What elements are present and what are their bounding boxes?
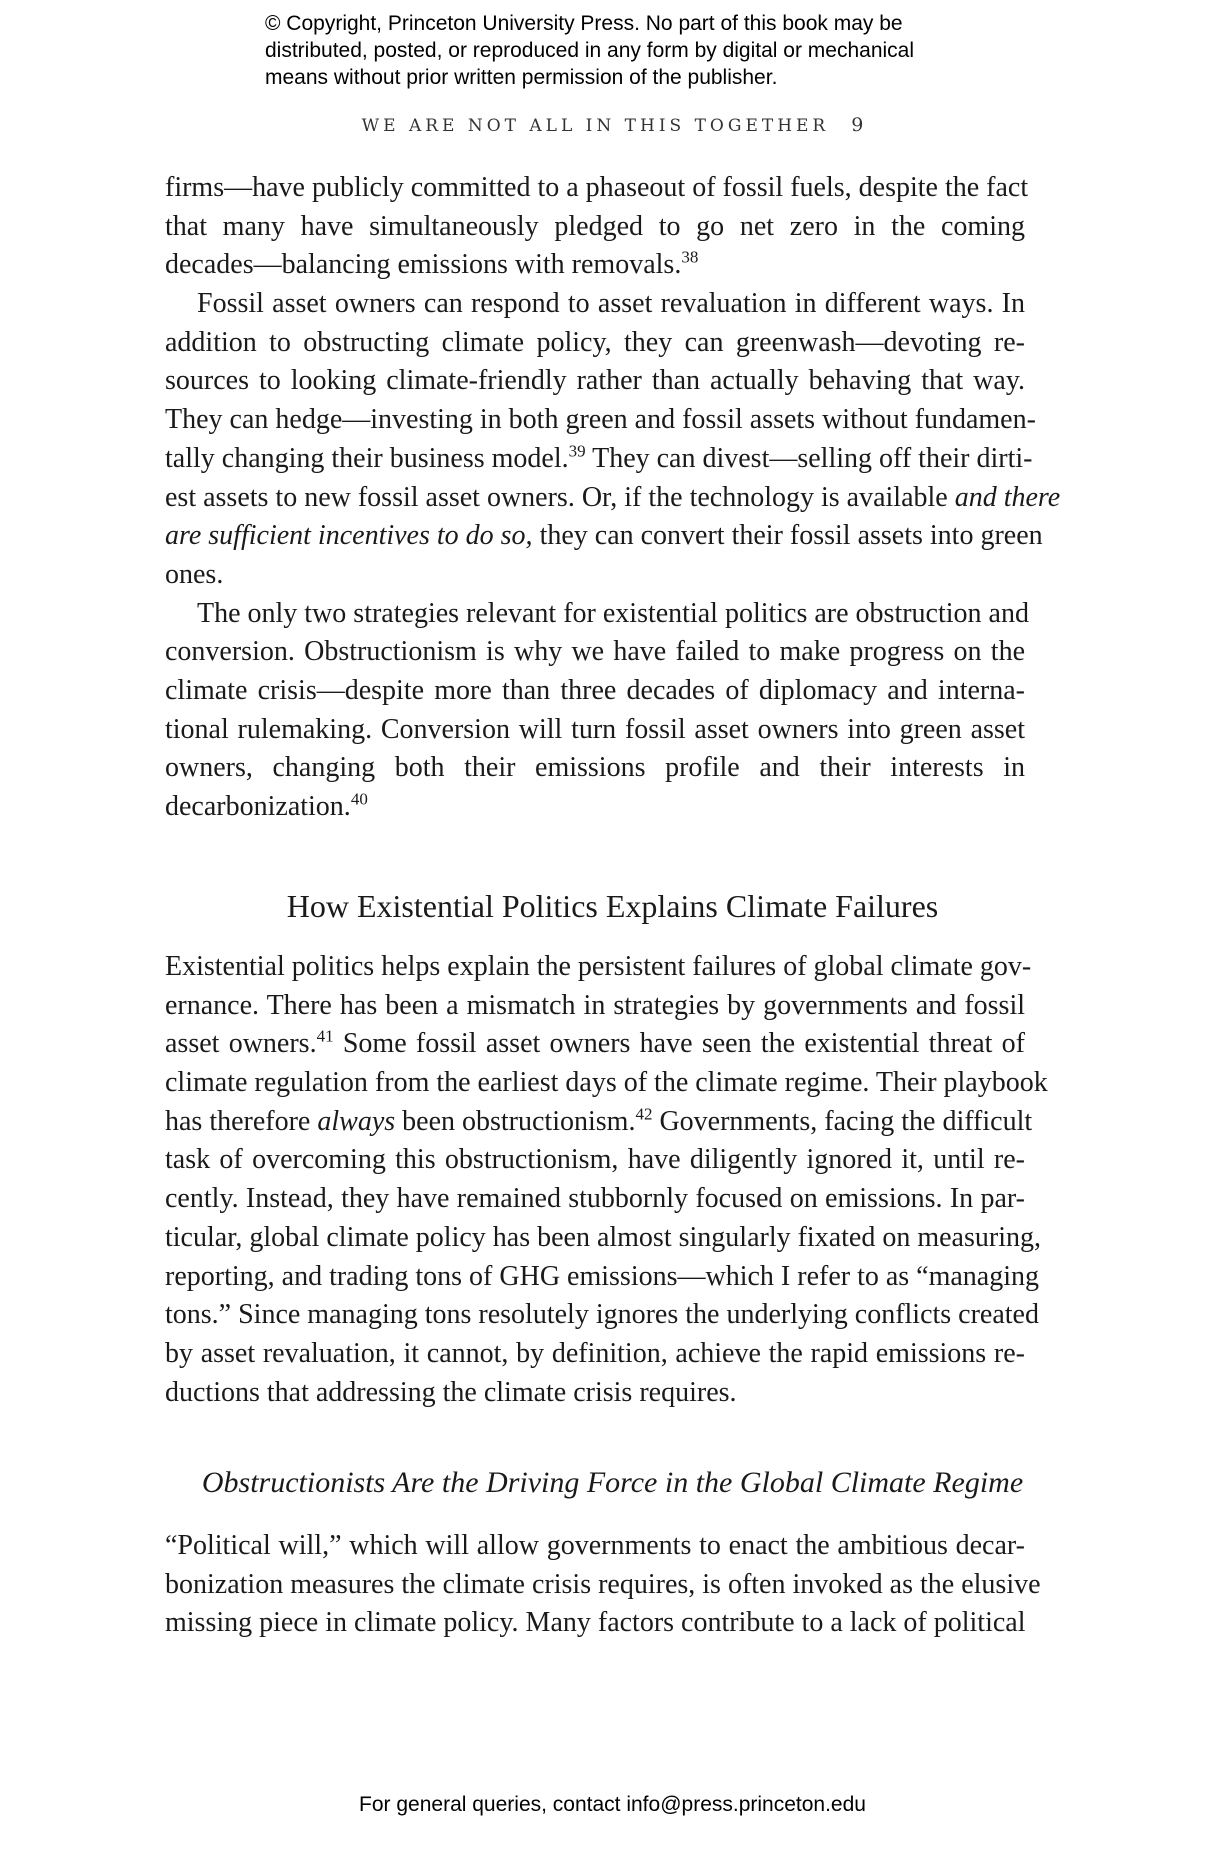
text-line: tons.” Since managing tons resolutely ignores the underlying conflicts created (165, 1299, 1039, 1331)
body-text-middle (165, 948, 1048, 1412)
text-line: tally changing their business model.$^{39}$ They can divest—selling off their dirti- (165, 441, 1033, 474)
text-line: ticular, global climate policy has been almost singularly fixated on measuring, (165, 1221, 1041, 1253)
footnote-ref[interactable]: 38 (681, 248, 699, 268)
text-line: reporting, and trading tons of GHG emissions—which I refer to as “managing (165, 1260, 1040, 1292)
copyright-notice (265, 10, 1025, 91)
running-head (0, 114, 1225, 136)
text-line: sources to looking climate-friendly rather than actually behaving that way. (165, 365, 1025, 397)
text-line: addition to obstructing climate policy, they can greenwash—devoting re- (165, 326, 1025, 358)
text-line: They can hedge—investing in both green and fossil assets without fundamen- (165, 404, 1036, 436)
body-text-bottom (165, 1527, 1041, 1643)
text-line: by asset revaluation, it cannot, by definition, achieve the rapid emissions re- (165, 1337, 1025, 1369)
text-line: The only two strategies relevant for existential politics are obstruction and (197, 597, 1029, 629)
text-line: cently. Instead, they have remained stubbornly focused on emissions. In par- (165, 1183, 1025, 1215)
footnote-ref[interactable]: 40 (350, 789, 368, 809)
text-line: Fossil asset owners can respond to asset revaluation in different ways. In (197, 288, 1025, 320)
footnote-ref[interactable]: 42 (635, 1104, 653, 1124)
text-line: decarbonization.$^{40}$ (165, 789, 368, 822)
text-line: missing piece in climate policy. Many factors contribute to a lack of political (165, 1607, 1026, 1639)
text-line: has therefore always been obstructionism.$^{42}$ Governments, facing the difficult (165, 1104, 1033, 1137)
running-head-title: WE ARE NOT ALL IN THIS TOGETHER (361, 116, 830, 136)
footnote-ref[interactable]: 39 (568, 441, 586, 461)
text-line: asset owners.$^{41}$ Some fossil asset owners have seen the existential threat of (165, 1027, 1025, 1060)
text-line: “Political will,” which will allow governments to enact the ambitious decar- (165, 1530, 1025, 1561)
copyright-line: © Copyright, Princeton University Press. No part of this book may be (265, 12, 903, 35)
footer-contact: For general queries, contact info@press.princeton.edu (359, 1793, 866, 1816)
text-line: est assets to new fossil asset owners. Or, if the technology is available and there (165, 481, 1061, 513)
text-line: ernance. There has been a mismatch in strategies by governments and fossil (165, 989, 1025, 1021)
page-number: 9 (851, 114, 864, 136)
section-heading: How Existential Politics Explains Climate Failures (286, 888, 939, 924)
copyright-line: distributed, posted, or reproduced in any form by digital or mechanical (265, 39, 915, 62)
text-line: task of overcoming this obstructionism, have diligently ignored it, until re- (165, 1144, 1025, 1176)
body-text-top (165, 169, 1061, 827)
text-line: firms—have publicly committed to a phaseout of fossil fuels, despite the fact (165, 172, 1029, 203)
footnote-ref[interactable]: 41 (316, 1027, 334, 1047)
text-line: ones. (165, 558, 224, 590)
text-line: are sufficient incentives to do so, they can convert their fossil assets into green (165, 520, 1043, 552)
text-line: ductions that addressing the climate crisis requires. (165, 1376, 737, 1408)
text-line: that many have simultaneously pledged to go net zero in the coming (165, 210, 1025, 242)
text-line: owners, changing both their emissions profile and their interests in (165, 752, 1025, 784)
subsection-heading: Obstructionists Are the Driving Force in the Global Climate Regime (201, 1466, 1024, 1499)
text-line: climate regulation from the earliest days of the climate regime. Their playbook (165, 1067, 1048, 1099)
text-line: Existential politics helps explain the persistent failures of global climate gov- (165, 951, 1032, 982)
text-line: decades—balancing emissions with removals.$^{38}$ (165, 248, 699, 281)
text-line: bonization measures the climate crisis requires, is often invoked as the elusive (165, 1568, 1041, 1600)
text-line: conversion. Obstructionism is why we have failed to make progress on the (165, 636, 1025, 668)
text-line: climate crisis—despite more than three decades of diplomacy and interna- (165, 674, 1025, 706)
text-line: tional rulemaking. Conversion will turn fossil asset owners into green asset (165, 713, 1025, 745)
copyright-line: means without prior written permission of the publisher. (265, 66, 778, 89)
